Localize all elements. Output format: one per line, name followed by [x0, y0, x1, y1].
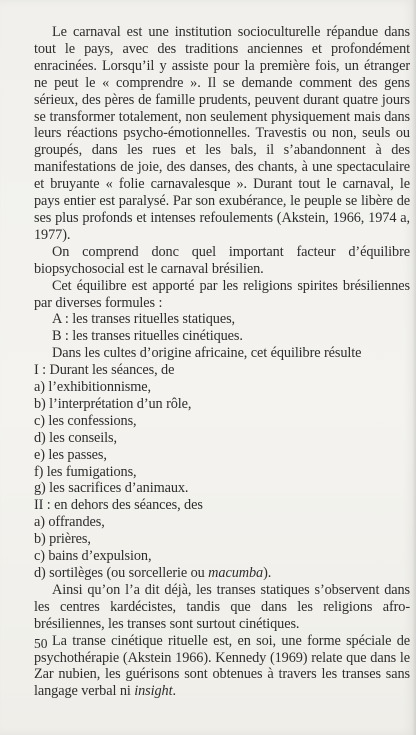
paragraph-text: .: [172, 683, 176, 700]
page-edge-shadow: [412, 0, 416, 735]
list-item: b) prières,: [34, 531, 91, 548]
list-item: g) les sacrifices d’animaux.: [34, 480, 189, 497]
paragraph-religions: Cet équilibre est apporté par les religions spirites brésiliennes par diverses formules :: [34, 277, 410, 311]
list-item-text: ).: [263, 565, 272, 581]
list-item: b) l’interprétation d’un rôle,: [34, 395, 192, 412]
paragraph-emphasis: insight: [134, 683, 173, 700]
section-heading: II : en dehors des séances, des: [34, 497, 203, 514]
list-item: c) les confessions,: [34, 412, 137, 429]
body-text: [34, 24, 410, 700]
list-item: d) les conseils,: [34, 429, 117, 446]
list-item-text: d) sortilèges (ou sorcellerie ou: [34, 565, 209, 581]
list-item: a) l’exhibitionnisme,: [34, 379, 152, 396]
paragraph-carnaval: Le carnaval est une institution socioculturelle répandue dans tout le pays, avec des traditions anciennes et profondément enracinées. Lorsqu’il y assiste pour la première fois, un étranger ne peut le « comprendre ». Il se demande comment des gens sérieux, des pères de famille prudents, peuvent durant quatre jours se transformer totalement, non seulement physiquement mais dans leurs réactions psycho-émotionnelles. Travestis ou non, seuls ou groupés, dans les rues et les bals, il s’abandonnent à des manifestations de joie, des danses, des chants, à une spectaculaire et bruyante « folie carnavalesque ». Durant tout le carnaval, le pays entier est paralysé. Par son exubérance, le peuple se libère de ses plus profonds et intenses refoulements (Akstein, 1966, 1974 a, 1977).: [34, 24, 410, 243]
list-item-emphasis: macumba: [208, 565, 264, 581]
list-item: B : les transes rituelles cinétiques.: [52, 328, 243, 345]
paragraph-equilibre: On comprend donc quel important facteur d’équilibre biopsychosocial est le carnaval brésilien.: [34, 243, 410, 277]
list-item: f) les fumigations,: [34, 463, 137, 480]
list-item: a) offrandes,: [34, 514, 105, 531]
list-item: [34, 565, 410, 582]
formula-list: [34, 311, 410, 582]
paragraph-psychotherapie: [34, 633, 410, 701]
paragraph-text: La transe cinétique rituelle est, en soi, une forme spéciale de psychothérapie (Akstein 1966). Kennedy (1969) relate que dans le Zar nubien, les guérisons sont obtenues à travers les transes sans langage verbal ni: [34, 632, 410, 700]
list-item: A : les transes rituelles statiques,: [52, 311, 236, 328]
list-item: e) les passes,: [34, 446, 107, 463]
page-number: 50: [34, 636, 48, 651]
paragraph-transes: Ainsi qu’on l’a dit déjà, les transes statiques s’observent dans les centres kardécistes, tandis que dans les religions afro-brésiliennes, les transes sont surtout cinétiques.: [34, 581, 410, 632]
section-heading: I : Durant les séances, de: [34, 362, 175, 379]
list-item: c) bains d’expulsion,: [34, 548, 152, 565]
list-item: Dans les cultes d’origine africaine, cet équilibre résulte: [52, 345, 362, 362]
